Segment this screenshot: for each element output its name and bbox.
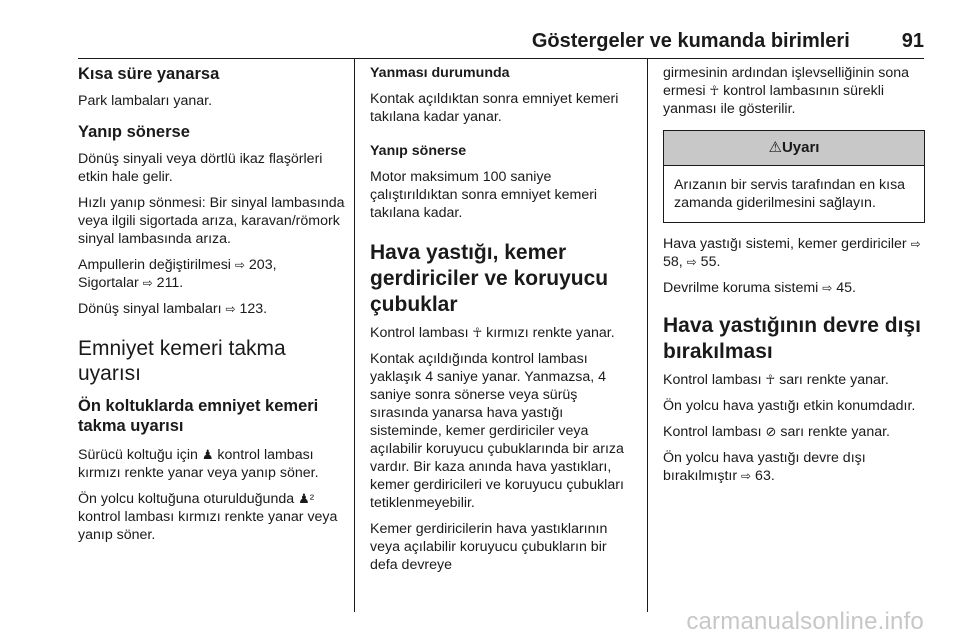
ref-arrow-icon[interactable]: ⇨ xyxy=(234,258,245,272)
airbag-icon: ☥ xyxy=(709,83,720,98)
heading-deactivation: Hava yastığının devre dışı bırakılması xyxy=(663,314,921,363)
text-short: Park lambaları yanar. xyxy=(78,93,213,109)
ref-arrow-icon[interactable]: ⇨ xyxy=(741,469,752,483)
page-number: 91 xyxy=(901,29,924,52)
header-rule xyxy=(78,58,924,59)
heading-flash: Yanıp sönerse xyxy=(78,123,190,141)
text-flash-3: Motor maksimum 100 saniye çalıştırıldıktan sonra emniyet kemeri takılana kadar. xyxy=(370,169,598,221)
ref-arrow-icon[interactable]: ⇨ xyxy=(910,237,921,251)
airbag-off-icon: ⊘ xyxy=(765,424,777,439)
text-lamp-off: Kontrol lambası ⊘ sarı renkte yanar. xyxy=(663,424,890,440)
column-1 xyxy=(78,64,348,552)
page-header xyxy=(78,26,924,56)
text-passenger: Ön yolcu koltuğuna oturulduğunda ♟² kontrol lambası kırmızı renkte yanar veya yanıp söner. xyxy=(78,491,338,543)
text-airbag-disabled: Ön yolcu hava yastığı devre dışı bırakılmıştır ⇨ 63. xyxy=(663,450,866,484)
column-divider-1 xyxy=(354,58,355,612)
watermark: carmanualsonline.info xyxy=(686,608,924,635)
seatbelt-icon: ♟ xyxy=(201,447,214,462)
text-refs-2: Dönüş sinyal lambaları ⇨ 123. xyxy=(78,301,268,317)
text-driver: Sürücü koltuğu için ♟ kontrol lambası kırmızı renkte yanar veya yanıp söner. xyxy=(78,447,319,481)
seatbelt-passenger-icon: ♟² xyxy=(298,491,315,506)
warning-header xyxy=(664,131,924,166)
column-divider-2 xyxy=(647,58,648,612)
ref-arrow-icon[interactable]: ⇨ xyxy=(822,281,833,295)
ref-arrow-icon[interactable]: ⇨ xyxy=(142,276,153,290)
airbag-on-icon: ☥ xyxy=(765,372,776,387)
warning-box xyxy=(663,130,925,223)
text-lamp-red: Kontrol lambası ☥ kırmızı renkte yanar. xyxy=(370,325,615,341)
text-detail: Kontak açıldığında kontrol lambası yaklaşık 4 saniye yanar. Yanmazsa, 4 saniye sonra sönerse veya sürüş sırasında yanarsa hava yastığı sisteminde, kemer gerdiriciler veya açılabilir koruyucu çubuklarında bir arıza vardır. Bir kaza anında hava yastıkları, kemer gerdiricileri ve koruyucu çubukları tetiklenmeyebilir. xyxy=(370,351,624,511)
heading-airbag: Hava yastığı, kemer gerdiriciler ve koruyucu çubuklar xyxy=(370,241,609,316)
heading-flash-2: Yanıp sönerse xyxy=(370,143,467,159)
heading-solid: Yanması durumunda xyxy=(370,65,510,81)
text-airbag-active: Ön yolcu hava yastığı etkin konumdadır. xyxy=(663,398,916,414)
text-flash-1: Dönüş sinyali veya dörtlü ikaz flaşörleri etkin hale gelir. xyxy=(78,151,323,185)
airbag-icon: ☥ xyxy=(472,325,483,340)
text-lamp-on: Kontrol lambası ☥ sarı renkte yanar. xyxy=(663,372,889,388)
ref-arrow-icon[interactable]: ⇨ xyxy=(225,302,236,316)
text-flash-2: Hızlı yanıp sönmesi: Bir sinyal lambasında veya ilgili sigortada arıza, karavan/römork sinyal lambasında arıza. xyxy=(78,195,345,247)
warning-title: Uyarı xyxy=(781,139,820,156)
heading-seatbelt: Emniyet kemeri takma uyarısı xyxy=(78,337,286,385)
warning-body: Arızanın bir servis tarafından en kısa zamanda giderilmesini sağlayın. xyxy=(674,177,906,211)
page-title: Göstergeler ve kumanda birimleri xyxy=(531,29,850,52)
text-solid: Kontak açıldıktan sonra emniyet kemeri takılana kadar yanar. xyxy=(370,91,619,125)
ref-arrow-icon[interactable]: ⇨ xyxy=(686,255,697,269)
text-refs-1: Ampullerin değiştirilmesi ⇨ 203, Sigortalar ⇨ 211. xyxy=(78,257,277,291)
column-3 xyxy=(663,64,925,493)
text-continued: girmesinin ardından işlevselliğinin sona ermesi ☥ kontrol lambasının sürekli yanması ile gösterilir. xyxy=(663,65,910,117)
heading-short: Kısa süre yanarsa xyxy=(78,65,220,83)
text-system-refs: Hava yastığı sistemi, kemer gerdiriciler ⇨ 58, ⇨ 55. xyxy=(663,236,921,270)
column-2 xyxy=(370,64,638,582)
warning-triangle-icon: ⚠ xyxy=(768,139,782,156)
text-deploy: Kemer gerdiricilerin hava yastıklarının veya açılabilir koruyucu çubukların bir defa devreye xyxy=(370,521,608,573)
heading-front-seats: Ön koltuklarda emniyet kemeri takma uyarısı xyxy=(78,397,319,435)
text-rollover-ref: Devrilme koruma sistemi ⇨ 45. xyxy=(663,280,856,296)
